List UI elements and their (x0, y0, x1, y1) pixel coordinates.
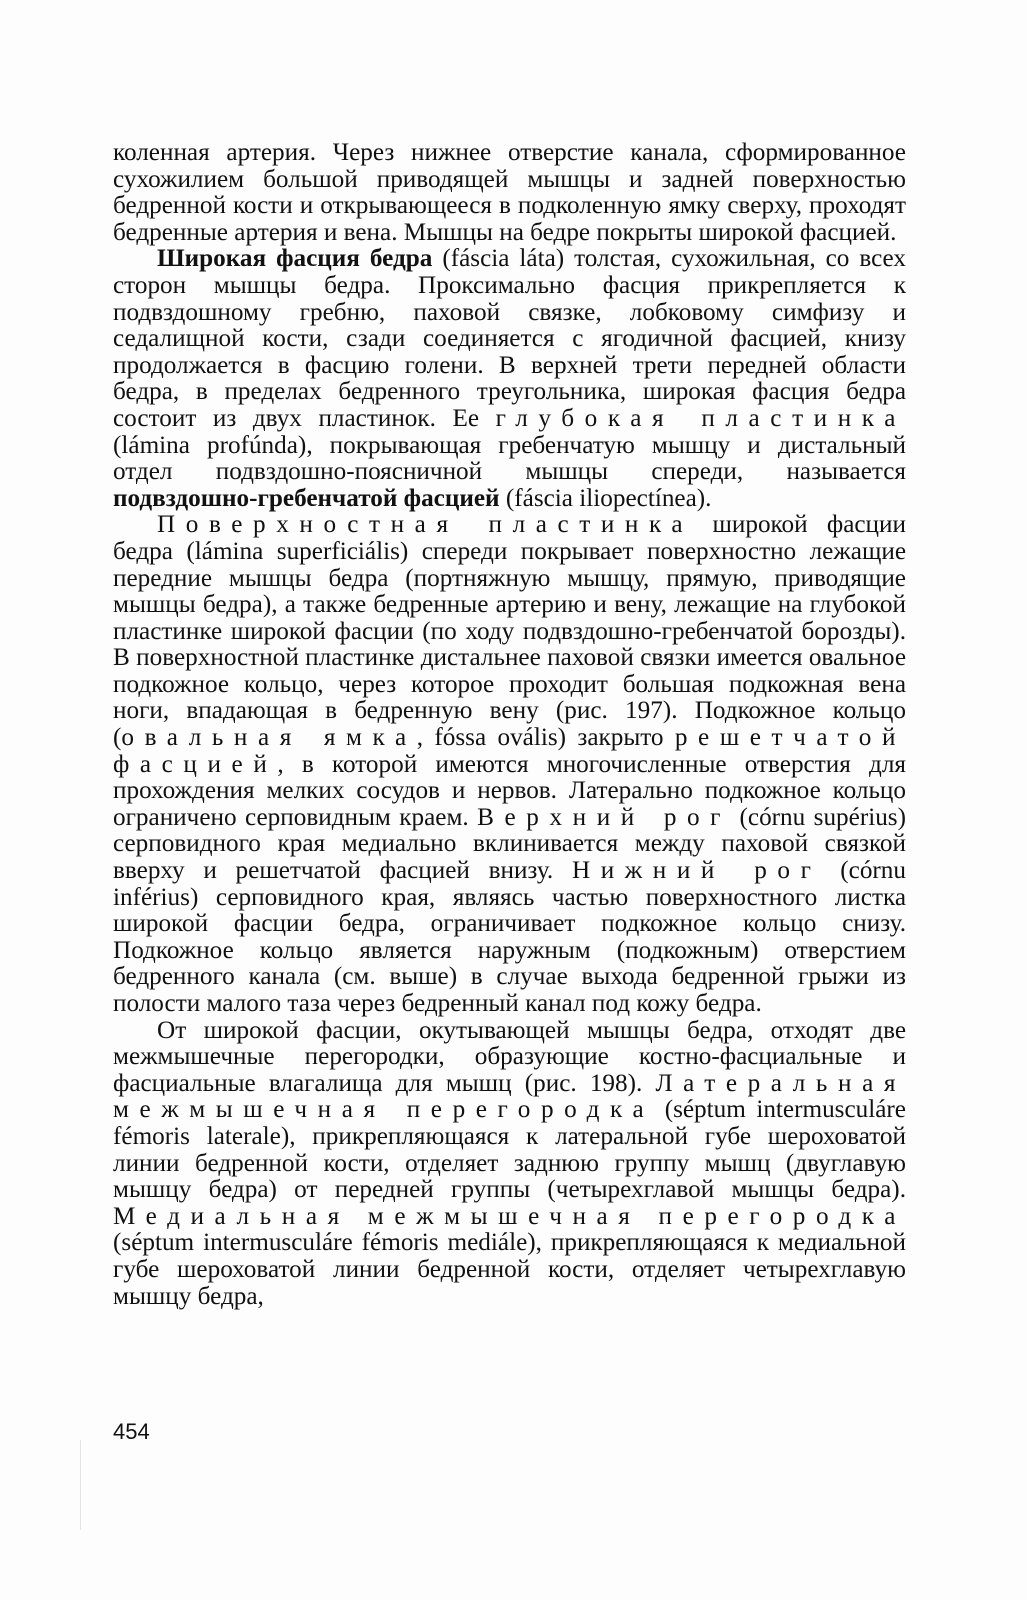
text-run: (fáscia láta) толстая, сухожильная, со всех сторон мышцы бедра. Проксимально фасция прикрепляется к подвздошному гребню, паховой связке, лобковому симфизу и седалищной кости, сзади соединяется с ягодичной фасцией, книзу продолжается в фасцию голени. В верхней трети передней области бедра, в пределах бедренного треугольника, широкая фасция бедра состоит из двух пластинок. Ее (113, 245, 906, 432)
spaced-term: Медиальная межмышечная перегородка (113, 1202, 906, 1230)
spaced-term: решетчатой фасцией (113, 724, 907, 778)
paragraph-4 (113, 1018, 906, 1311)
bold-term: Широкая фасция бедра (157, 245, 433, 273)
spaced-term: Поверхностная пластинка (157, 511, 694, 539)
spaced-term: глубокая пластинка (495, 404, 906, 432)
text-run: (córnu inférius) серповидного края, являясь частью поверхностного листка широкой фасции бедра, ограничивает подкожное кольцо снизу. Подкожное кольцо является наружным (подкожным) отверстием бедренного канала (см. выше) в случае выхода бедренной грыжи из полости малого таза через бедренный канал под кожу бедра. (113, 857, 906, 1017)
spaced-term: Латеральная межмышечная перегородка (113, 1069, 906, 1124)
bold-term: подвздошно-гребенчатой фасцией (113, 484, 500, 512)
spaced-term: овальная ямка (121, 724, 417, 752)
text-run: (séptum intermusculáre fémoris laterale), прикрепляющаяся к латеральной губе шероховатой линии бедренной кости, отделяет заднюю группу мышц (двуглавую мышцу бедра) от передней группы (четырехглавой мышцы бедра). (113, 1096, 906, 1204)
page-number: 454 (113, 1419, 150, 1444)
paragraph-3 (113, 512, 906, 1017)
scan-margin-mark (80, 1440, 81, 1530)
text-run: коленная артерия. Через нижнее отверстие канала, сформированное сухожилием большой приводящей мышцы и задней поверхностью бедренной кости и открывающееся в подколенную ямку сверху, проходят бедренные артерия и вена. Мышцы на бедре покрыты широкой фасцией. (113, 139, 906, 246)
body-text (113, 140, 906, 1310)
text-run: (séptum intermusculáre fémoris mediále), прикрепляющаяся к медиальной губе шероховатой линии бедренной кости, отделяет четырехглавую мышцу бедра, (113, 1229, 906, 1310)
spaced-term: Верхний рог (477, 803, 732, 831)
text-run: , в которой имеются многочисленные отверстия для прохождения мелких сосудов и нервов. Латерально подкожное кольцо ограничено серповидным краем. (113, 750, 906, 831)
paragraph-2 (113, 246, 906, 512)
text-run: (lámina profúnda), покрывающая гребенчатую мышцу и дистальный отдел подвздошно-поясничной мышцы спереди, называется (113, 431, 906, 486)
text-run: (fáscia iliopectínea). (499, 484, 712, 512)
text-run: , fóssa ovális) закрыто (416, 724, 675, 752)
text-run: широкой фасции бедра (lámina superficiális) спереди покрывает поверхностно лежащие передние мышцы бедра (портняжную мышцу, прямую, приводящие мышцы бедра), а также бедренные артерию и вену, лежащие на глубокой пластинке широкой фасции (по ходу подвздошно-гребенчатой борозды). В поверхностной пластинке дистальнее паховой связки имеется овальное подкожное кольцо, через которое проходит большая подкожная вена ноги, впадающая в бедренную вену (рис. 197). Подкожное кольцо ( (113, 511, 906, 752)
text-run: (córnu supérius) серповидного края медиально вклинивается между паховой связкой вверху и решетчатой фасцией внизу. (113, 803, 907, 885)
spaced-term: Нижний рог (571, 857, 822, 885)
text-run: От широкой фасции, окутывающей мышцы бедра, отходят две межмышечные перегородки, образующие костно-фасциальные и фасциальные влагалища для мышц (рис. 198). (113, 1016, 906, 1097)
paragraph-1 (113, 140, 906, 246)
